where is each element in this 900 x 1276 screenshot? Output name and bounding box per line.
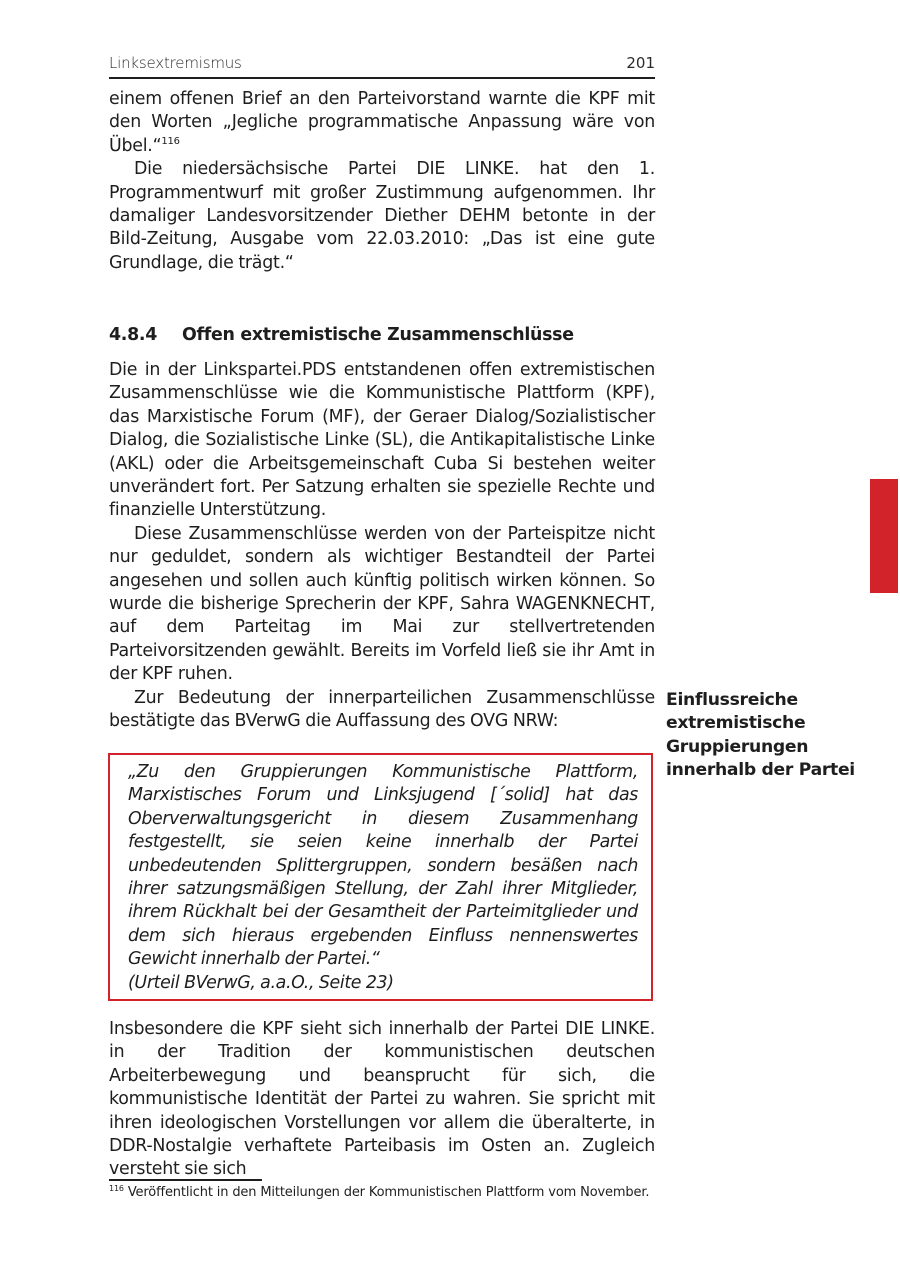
paragraph-text: einem offenen Brief an den Parteivorstand warnte die KPF mit den Worten „Jegliche programmatische Anpassung wäre von Übel.“: [109, 89, 655, 156]
paragraph-continued: [109, 88, 655, 158]
section-body: [109, 359, 655, 734]
section-title: Offen extremistische Zusammenschlüsse: [182, 325, 574, 345]
body-bottom: [109, 1018, 655, 1182]
body-top: [109, 88, 655, 275]
section-heading: [109, 323, 655, 347]
paragraph: Die niedersächsische Partei DIE LINKE. hat den 1. Programmentwurf mit großer Zustimmung aufgenommen. Ihr damaliger Landesvorsitzender Diether DEHM betonte in der Bild-Zeitung, Ausgabe vom 22.03.2010: „Das ist eine gute Grundlage, die trägt.“: [109, 159, 655, 273]
quote-text: „Zu den Gruppierungen Kommunistische Plattform, Marxistisches Forum und Linksjugend [´solid] hat das Oberverwaltungsgericht in diesem Zusammenhang festgestellt, sie seien keine innerhalb der Partei unbedeutenden Splittergruppen, sondern besäßen nach ihrer satzungsmäßigen Stellung, der Zahl ihrer Mitglieder, ihrem Rückhalt bei der Gesamtheit der Parteimitglieder und dem sich hieraus ergebenden Einfluss nennenswertes Gewicht innerhalb der Partei.“: [128, 762, 638, 970]
footnote-number: 116: [109, 1184, 124, 1193]
page-number: 201: [626, 54, 655, 72]
paragraph: Die in der Linkspartei.PDS entstandenen offen extremistischen Zusammenschlüsse wie die Kommunistische Plattform (KPF), das Marxistische Forum (MF), der Geraer Dialog/Sozialistischer Dialog, die Sozialistische Linke (SL), die Antikapitalistische Linke (AKL) oder die Arbeitsgemeinschaft Cuba Si bestehen weiter unverändert fort. Per Satzung erhalten sie spezielle Rechte und finanzielle Unterstützung.: [109, 360, 655, 521]
footnote: [109, 1185, 655, 1201]
footnote-divider: [109, 1179, 262, 1181]
running-title: Linksextremismus: [109, 54, 242, 72]
quote-content: [128, 761, 638, 995]
chapter-thumb-tab: [870, 479, 898, 593]
running-head: [109, 53, 655, 79]
section-number: 4.8.4: [109, 325, 158, 345]
paragraph: Diese Zusammenschlüsse werden von der Parteispitze nicht nur geduldet, sondern als wichtiger Bestandteil der Partei angesehen und sollen auch künftig politisch wirken können. So wurde die bisherige Sprecherin der KPF, Sahra WAGENKNECHT, auf dem Parteitag im Mai zur stellvertretenden Parteivorsitzenden gewählt. Bereits im Vorfeld ließ sie ihr Amt in der KPF ruhen.: [109, 523, 655, 685]
quote-box: [108, 753, 653, 1001]
quote-source: (Urteil BVerwG, a.a.O., Seite 23): [128, 972, 394, 993]
footnote-reference[interactable]: 116: [161, 135, 180, 147]
margin-note: Einflussreiche extremistische Gruppierungen innerhalb der Partei: [666, 690, 855, 781]
footnote-text: Veröffentlicht in den Mitteilungen der Kommunistischen Plattform vom November.: [127, 1185, 650, 1200]
paragraph: Zur Bedeutung der innerparteilichen Zusammenschlüsse bestätigte das BVerwG die Auffassung des OVG NRW:: [109, 687, 655, 732]
paragraph: Insbesondere die KPF sieht sich innerhalb der Partei DIE LINKE. in der Tradition der kommunistischen deutschen Arbeiterbewegung und beansprucht für sich, die kommunistische Identität der Partei zu wahren. Sie spricht mit ihren ideologischen Vorstellungen vor allem die überalterte, in DDR-Nostalgie verhaftete Parteibasis im Osten an. Zugleich versteht sie sich: [109, 1019, 655, 1180]
